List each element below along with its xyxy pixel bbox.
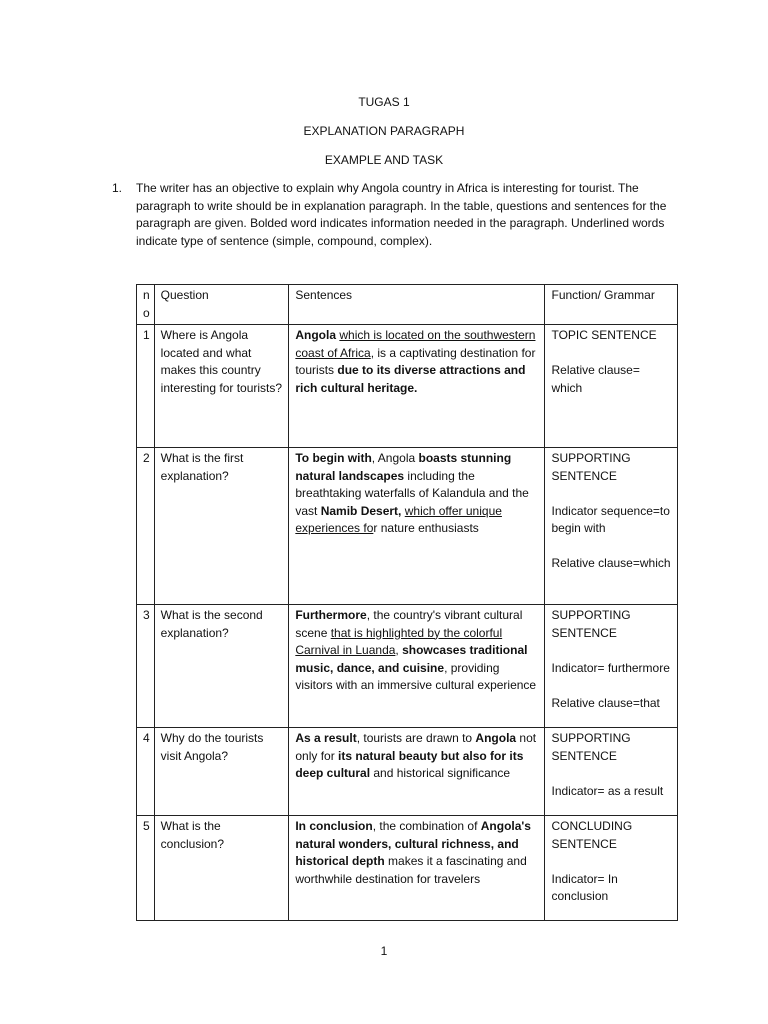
bold-text: Angola's natural wonders, cultural richness, and historical depth [295,819,531,868]
row-function [545,605,678,728]
plain-text: , tourists are drawn to [356,731,476,745]
header-function: Function/ Grammar [545,285,678,325]
row-question: What is the first explanation? [154,448,289,605]
bold-text: In conclusion [295,819,373,833]
grammar-note: Relative clause=that [551,695,660,710]
plain-text: makes it a fascinating and worthwhile destination for travelers [295,854,527,886]
row-number: 1 [137,325,155,448]
row-number: 3 [137,605,155,728]
bold-text: Furthermore [295,608,367,622]
table-row [137,448,678,605]
page-number: 1 [380,944,388,958]
bold-text: As a result [295,731,357,745]
function-label: TOPIC SENTENCE [551,328,657,342]
bold-text: showcases traditional music, dance, and cuisine [295,643,528,675]
plain-text: including the breathtaking waterfalls of Kalandula and the vast [295,468,529,518]
header-question: Question [154,285,289,325]
grammar-note: Indicator sequence=to begin with [551,503,670,535]
row-sentence [289,728,545,816]
function-label: SUPPORTING SENTENCE [551,451,631,483]
function-label: SUPPORTING SENTENCE [551,608,631,640]
header-sentences: Sentences [289,285,545,325]
row-sentence [289,325,545,448]
row-number: 2 [137,448,155,605]
row-number: 5 [137,816,155,921]
doc-subtitle: EXPLANATION PARAGRAPH [303,124,465,138]
doc-section-title: EXAMPLE AND TASK [324,153,444,167]
table-row [137,605,678,728]
row-question: Where is Angola located and what makes this country interesting for tourists? [154,325,289,448]
table-row [137,325,678,448]
row-function [545,728,678,816]
bold-text: Angola [475,731,517,745]
underlined-text: which is located on the southwestern coast of Africa [295,328,536,360]
underlined-text: which offer unique experiences fo [295,503,502,535]
doc-title: TUGAS 1 [358,95,410,109]
plain-text: and historical significance [370,766,511,780]
bold-text: Namib Desert, [320,503,402,518]
underlined-text: that is highlighted by the colorful Carnival in Luanda [295,625,503,657]
grammar-note: Indicator= In conclusion [551,871,618,903]
function-label: SUPPORTING SENTENCE [551,731,631,763]
row-function [545,325,678,448]
plain-text: , providing visitors with an immersive cultural experience [295,660,537,692]
row-sentence [289,816,545,921]
bold-text: boasts stunning natural landscapes [295,451,512,483]
numbered-item [112,180,682,250]
task-table [136,284,678,921]
grammar-note: Indicator= as a result [551,783,664,798]
row-number: 4 [137,728,155,816]
table-row [137,816,678,921]
row-question: What is the second explanation? [154,605,289,728]
bold-text: Angola [295,328,337,342]
plain-text: , Angola [371,451,419,465]
bold-text: due to its diverse attractions and rich cultural heritage. [295,363,526,395]
row-function [545,816,678,921]
bold-text: To begin with [295,451,372,465]
plain-text: , is a captivating destination for tourists [295,345,536,377]
grammar-note: Relative clause= which [551,363,640,395]
row-question: What is the conclusion? [154,816,289,921]
item-number: 1. [112,181,123,195]
grammar-note: Relative clause=which [551,556,671,570]
plain-text: not only for [295,731,537,763]
row-sentence [289,448,545,605]
item-text: The writer has an objective to explain why Angola country in Africa is interesting for tourist. The paragraph to write should be in explanation paragraph. In the table, questions and sentences for the paragraph are given. Bolded word indicates information needed in the paragraph. Underlined words indicate type of sentence (simple, compound, complex). [136,181,667,248]
plain-text: , the combination of [372,819,481,833]
header-no: n o [137,285,155,325]
plain-text: r nature enthusiasts [373,521,479,535]
plain-text: , [395,643,403,657]
row-sentence [289,605,545,728]
row-function [545,448,678,605]
row-question: Why do the tourists visit Angola? [154,728,289,816]
table-row [137,728,678,816]
bold-text: its natural beauty but also for its deep cultural [295,748,524,780]
function-label: CONCLUDING SENTENCE [551,819,633,851]
grammar-note: Indicator= furthermore [551,660,670,675]
plain-text: , the country's vibrant cultural scene [295,608,523,640]
table-header-row [137,285,678,325]
